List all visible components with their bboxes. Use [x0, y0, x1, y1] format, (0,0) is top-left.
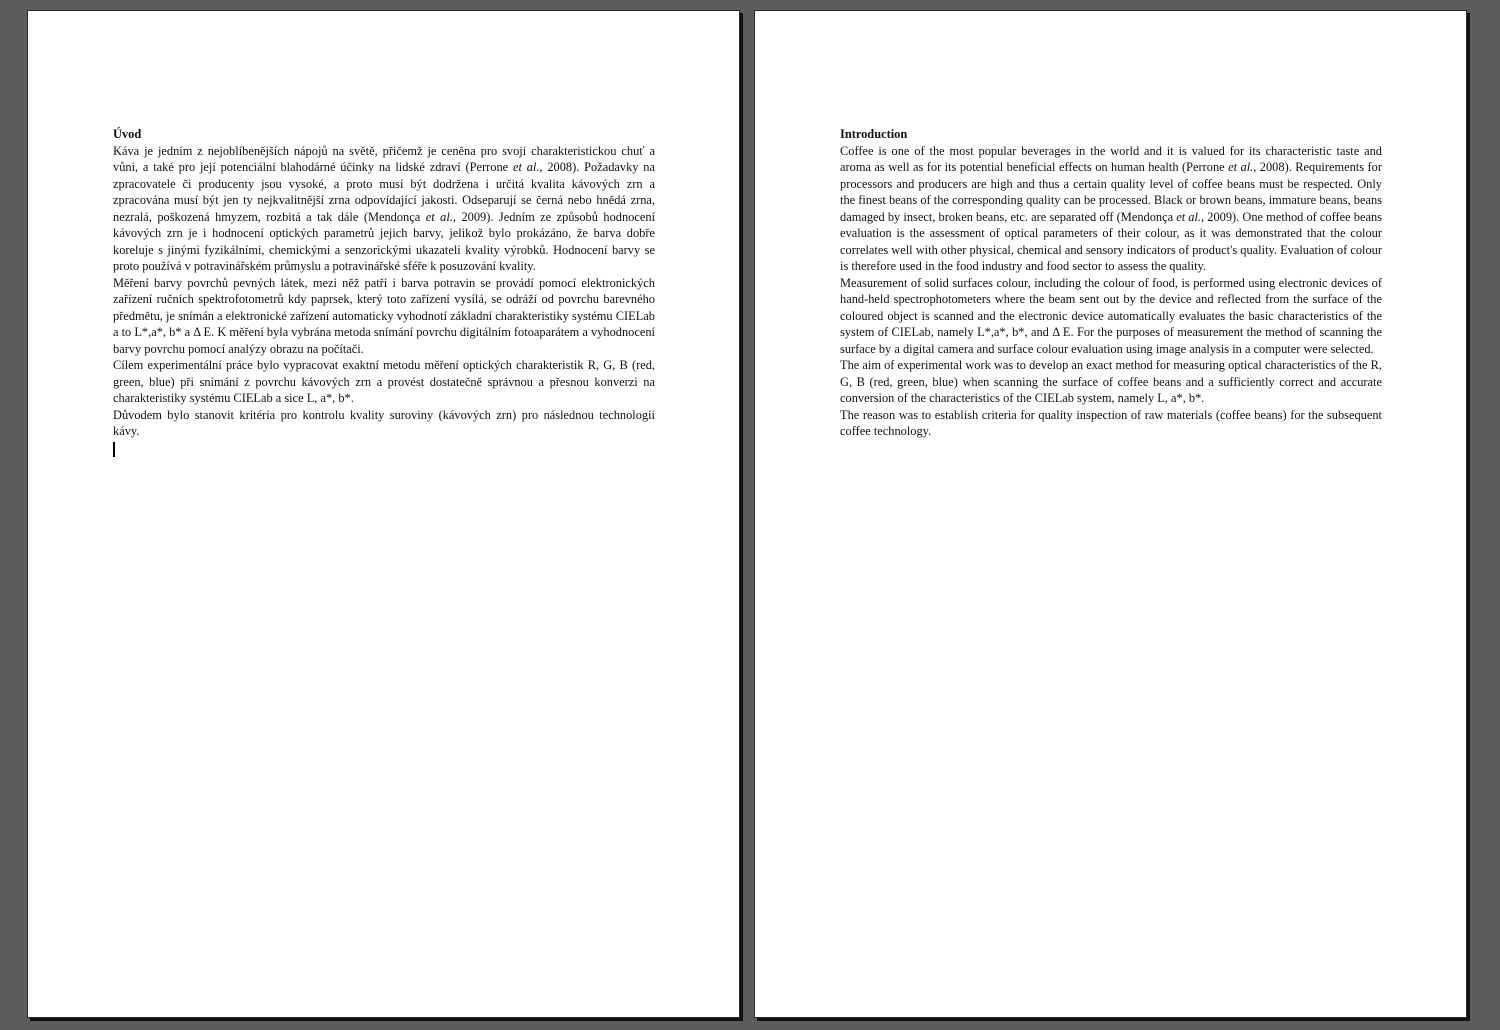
document-page-right[interactable] [754, 10, 1467, 1018]
text-run: 2008). Requirements for processors and producers are high and thus a certain quality level of coffee beans must be respected. Only the finest beans of the corresponding quality can be processed. Black or brown beans, immature beans, beans damaged by insect, broken beans, etc. are separated off (Mendonça [840, 160, 1382, 224]
paragraph-3: The aim of experimental work was to develop an exact method for measuring optical characteristics of the R, G, B (red, green, blue) when scanning the surface of coffee beans and a sufficiently correct and accurate conversion of the characteristics of the CIELab system, namely L, a*, b*. [840, 358, 1382, 405]
paragraph-4: The reason was to establish criteria for quality inspection of raw materials (coffee beans) for the subsequent coffee technology. [840, 407, 1382, 438]
text-run: 2009). One method of coffee beans evaluation is the assessment of optical parameters of their colour, as it was demonstrated that the colour correlates well with other physical, chemical and sensory indicators of product's quality. Evaluation of colour is therefore used in the food industry and food sector to assess the quality. [840, 209, 1382, 273]
citation-et-al: et al., [425, 209, 456, 224]
text-cursor [113, 442, 115, 457]
page-text-area[interactable] [840, 126, 1382, 440]
text-run: Coffee is one of the most popular beverages in the world and it is valued for its characteristic taste and aroma as well as for its potential beneficial effects on human health (Perrone [840, 143, 1382, 174]
paragraph-1 [113, 143, 655, 275]
paragraph-2: Measurement of solid surfaces colour, including the colour of food, is performed using electronic devices of hand-held spectrophotometers where the beam sent out by the device and reflected from the surface of the coloured object is scanned and the electronic device automatically evaluates the basic characteristics of the system of CIELab, namely L*,a*, b*, and Δ E. For the purposes of measurement the method of scanning the surface by a digital camera and surface colour evaluation using image analysis in a computer were selected. [840, 275, 1382, 356]
text-run: Káva je jedním z nejoblíbenějších nápojů na světě, přičemž je ceněna pro svoji charakteristickou chuť a vůni, a také pro její potenciální blahodárné účinky na lidské zdraví (Perrone [113, 143, 655, 174]
section-heading: Introduction [840, 127, 908, 141]
citation-et-al: et al., [1228, 160, 1257, 174]
citation-et-al: et al., [1176, 209, 1205, 224]
section-heading: Úvod [113, 127, 142, 141]
paragraph-1 [840, 143, 1382, 275]
paragraph-2: Měření barvy povrchů pevných látek, mezi něž patří i barva potravin se provádí pomocí elektronických zařízení ručních spektrofotometrů kdy paprsek, který toto zařízení vysílá, se odráží od povrchu barevného předmětu, je snímán a elektronické zařízení automaticky vyhodnotí základní charakteristiky systému CIELab a to L*,a*, b* a Δ E. K měření byla vybrána metoda snímání povrchu digitálním fotoaparátem a vyhodnocení barvy povrchu pomocí analýzy obrazu na počítači. [113, 275, 655, 356]
citation-et-al: et al., [512, 160, 543, 174]
paragraph-4: Důvodem bylo stanovit kritéria pro kontrolu kvality suroviny (kávových zrn) pro následnou technologii kávy. [113, 407, 655, 438]
page-text-area[interactable] [113, 126, 655, 457]
paragraph-3: Cílem experimentální práce bylo vypracovat exaktní metodu měření optických charakteristik R, G, B (red, green, blue) při snímání z povrchu kávových zrn a provést dostatečně správnou a přesnou konverzi na charakteristiky systému CIELab a sice L, a*, b*. [113, 358, 655, 405]
document-page-left[interactable] [27, 10, 740, 1018]
text-run: 2008). Požadavky na zpracovatele či producenty jsou vysoké, a proto musí být dodržena i určitá kvalita kávových zrn a zpracována musí být jen ty nejkvalitnější zrna odpovídající jakosti. Odseparují se černá nebo hnědá zrna, nezralá, poškozená hmyzem, rozbitá a tak dále (Mendonça [113, 160, 655, 224]
text-run: 2009). Jedním ze způsobů hodnocení kávových zrn je i hodnocení optických parametrů jejich barvy, jelikož bylo prokázáno, že barva dobře koreluje s jinými fyzikálními, chemickými a senzorickými ukazateli kvality výrobků. Hodnocení barvy se proto používá v potravinářském průmyslu a potravinářské sféře k posuzování kvality. [113, 209, 656, 273]
